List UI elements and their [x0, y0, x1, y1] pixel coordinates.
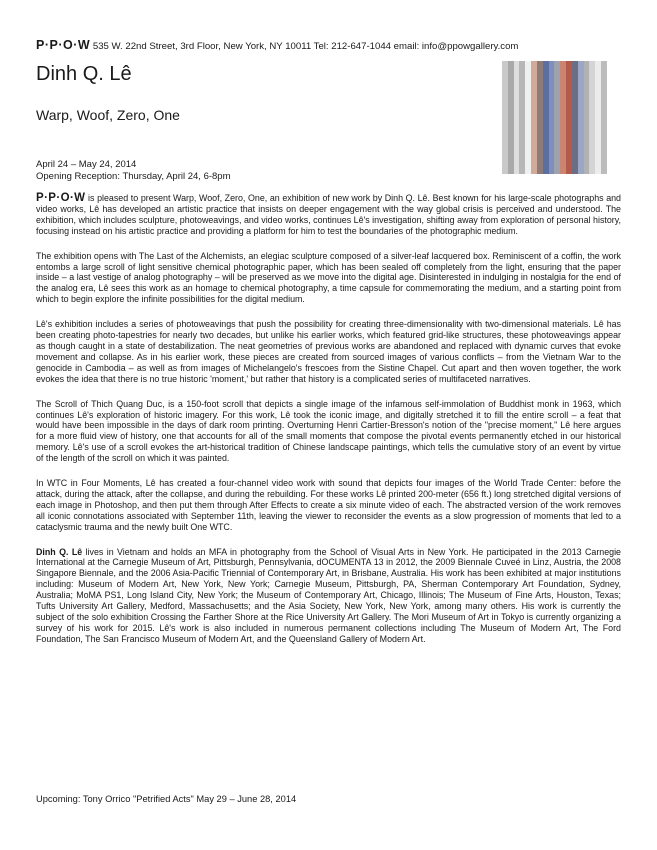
letterhead: [36, 38, 596, 52]
scroll-paragraph: The Scroll of Thich Quang Duc, is a 150-foot scroll that depicts a single image of the infamous self-immolation of Buddhist monk in 1963, which continues Lê's exploration of historic imagery. For this work, Lê took the iconic image, and digitally stretched it to fill the entire scroll – a feat that would have been impossible in the days of dark room printing. Overturning Henri Cartier-Bresson's notion of the "precise moment," Lê here argues for a more fluid view of history, one that accounts for all of the small moments that compose the pivotal events permanently etched in our historical memory. Lê's use of a scroll evokes the art-historical tradition of Chinese landscape paintings, which tells the cumulative story of an event by virtue of the length of the scroll on which it was painted.: [36, 398, 621, 464]
alchemists-paragraph: The exhibition opens with The Last of the Alchemists, an elegiac sculpture composed of a silver-leaf lacquered box. Reminiscent of a coffin, the work entombs a large scroll of light sensitive chemical photographic paper, which has been sealed off completely from the light, ensuring that the paper inside – a last vestige of analog photography – will be preserved as we move into the digital age. Disinterested in indulging in nostalgia for the end of the analog era, Lê sees this work as an homage to chemical photography, a time capsule for commemorating the medium, and a starting point from which to begin explore the infinite possibilities for the digital medium.: [36, 250, 621, 305]
artwork-thumbnail: [502, 61, 607, 174]
exhibition-title: Warp, Woof, Zero, One: [36, 107, 180, 123]
intro-paragraph: P·P·O·W is pleased to present Warp, Woof, Zero, One, an exhibition of new work by Dinh Q. Lê. Best known for his large-scale photographs and video works, Lê has developed an artistic practice that insists on deeper engagement with the way global crisis is perceived and understood. The exhibition, which includes sculpture, photoweavings, and video works, continues Lê's investigation, shifting away from exploration of personal history, focusing instead on his artistic practice and providing a platform for him to test the boundaries of the photographic medium.: [36, 192, 621, 236]
exhibition-dates: [36, 159, 231, 183]
run-dates: April 24 – May 24, 2014: [36, 159, 137, 170]
gallery-logo: P·P·O·W: [36, 38, 91, 52]
photoweavings-paragraph: Lê's exhibition includes a series of photoweavings that push the possibility for creating three-dimensionality with two-dimensional materials. Lê has been creating photo-tapestries for nearly two decades, but unlike his earlier works, which featured grid-like structures, these photoweavings appear as though caught in a state of destabilization. The neat geometries of previous works are abandoned and replaced with dynamic curves that evoke movement and collapse. As in his earlier work, these pieces are created from sourced images of various conflicts – from the Vietnam War to the genocide in Cambodia – as well as from images of Michelangelo's frescoes from the Sistine Chapel. Cut apart and then woven together, the work evokes the idea that there is no true historic 'moment,' but rather that history is a complicated series of multifaceted narratives.: [36, 319, 621, 384]
artist-name: Dinh Q. Lê: [36, 63, 132, 85]
gallery-address: 535 W. 22nd Street, 3rd Floor, New York, NY 10011 Tel: 212-647-1044 email: info@ppowgallery.com: [92, 41, 519, 52]
bio-artist-name: Dinh Q. Lê: [36, 546, 83, 557]
upcoming-exhibition: Upcoming: Tony Orrico "Petrified Acts" May 29 – June 28, 2014: [36, 794, 297, 804]
inline-gallery-logo: P·P·O·W: [36, 192, 86, 204]
artwork-stripe: [601, 61, 607, 174]
opening-reception: Opening Reception: Thursday, April 24, 6-8pm: [36, 171, 231, 182]
bio-paragraph: Dinh Q. Lê lives in Vietnam and holds an MFA in photography from the School of Visual Arts in New York. He participated in the 2013 Carnegie International at the Carnegie Museum of Art, Pittsburgh, Pennsylvania, dOCUMENTA 13 in 2012, the 2009 Biennale Cuveé in Linz, Austria, the 2008 Singapore Biennale, and the 2006 Asia-Pacific Triennial of Contemporary Art, in Brisbane, Australia. His work has been exhibited at major institutions including: Museum of Modern Art, New York, New York; Carnegie Museum, Pittsburgh, PA, Sherman Contemporary Art Foundation, Sydney, Australia; MoMA PS1, Long Island City, New York; the Museum of Contemporary Art, Chicago, Illinois; The Museum of Fine Arts, Houston, Texas; Tufts University Art Gallery, Medford, Massachusetts; and the Asia Society, New York, New York, among many others. His work is currently the subject of the solo exhibition Crossing the Farther Shore at the Rice University Art Gallery. The Mori Museum of Art in Tokyo is currently organizing a survey of his work for 2015. Lê's work is also included in numerous permanent collections including The Museum of Modern Art, The Ford Foundation, The San Francisco Museum of Modern Art, and the Queensland Gallery of Modern Art.: [36, 546, 621, 644]
press-release-body: [36, 193, 621, 659]
wtc-paragraph: In WTC in Four Moments, Lê has created a four-channel video work with sound that depicts four images of the World Trade Center: before the attack, during the attack, after the collapse, and during the rebuilding. For these works Lê printed 200-meter (656 ft.) long stretched digital versions of each image in Photoshop, and then put them through After Effects to create a six minute video of each. The abstracted version of the work removes all iconic connotations associated with September 11th, leaving the viewer to reconsider the events as a slow progression of moments that led to a cataclysmic trauma and the newly built One WTC.: [36, 478, 621, 532]
